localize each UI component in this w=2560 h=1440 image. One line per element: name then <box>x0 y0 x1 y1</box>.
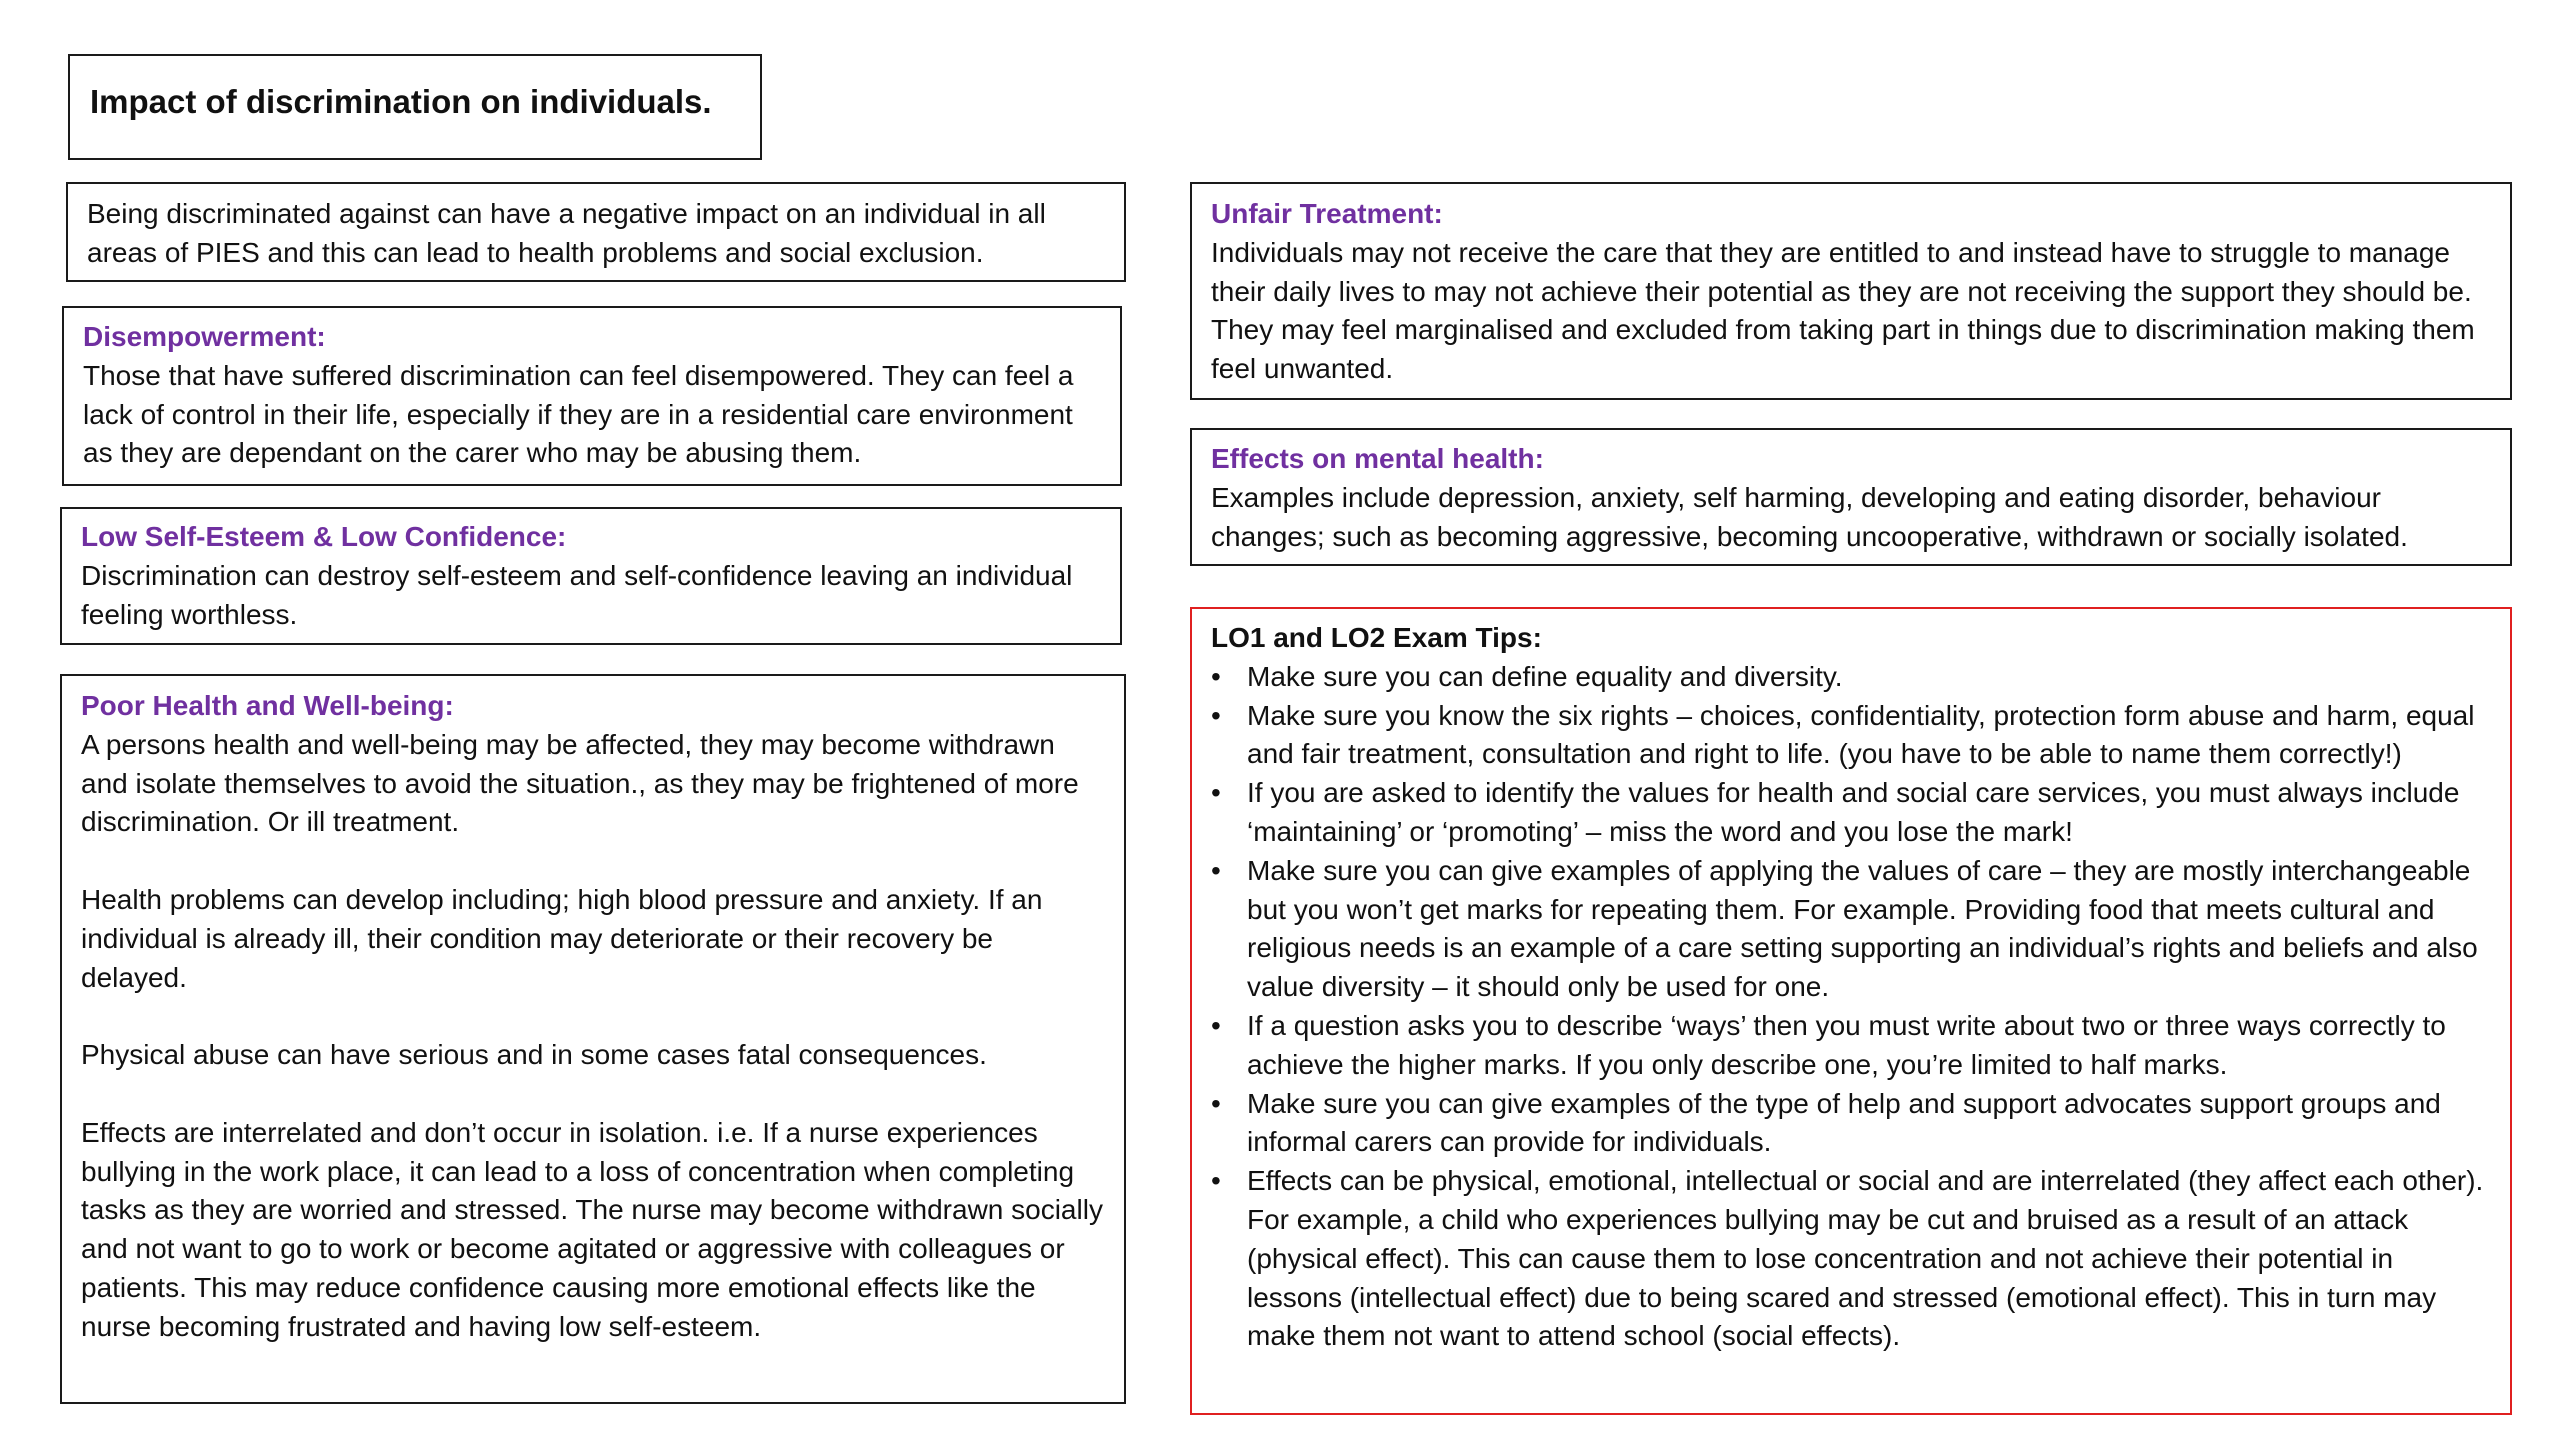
exam-tip-text: Make sure you know the six rights – choices, confidentiality, protection form abuse and harm, equal and fair treatment, consultation and right to life. (you have to be able to name them correctly!) <box>1247 699 2475 770</box>
exam-tips-heading: LO1 and LO2 Exam Tips: <box>1211 622 1542 653</box>
poor-health-paragraph: A persons health and well-being may be affected, they may become withdrawn and isolate themselves to avoid the situation., as they may be frightened of more discrimination. Or ill treatment. <box>81 728 1079 838</box>
poor-health-heading: Poor Health and Well-being: <box>81 690 454 721</box>
title-box <box>68 54 762 160</box>
exam-tip-text: Make sure you can define equality and diversity. <box>1247 660 1843 692</box>
exam-tip-item <box>1211 1007 2491 1085</box>
exam-tip-item <box>1211 697 2491 775</box>
exam-tip-text: If a question asks you to describe ‘ways’ then you must write about two or three ways correctly to achieve the higher marks. If you only describe one, you’re limited to half marks. <box>1247 1009 2446 1080</box>
unfair-treatment-heading: Unfair Treatment: <box>1211 198 1443 229</box>
poor-health-paragraph: Effects are interrelated and don’t occur in isolation. i.e. If a nurse experiences bullying in the work place, it can lead to a loss of concentration when completing tasks as they are worried and stressed. The nurse may become withdrawn socially and not want to go to work or become agitated or aggressive with colleagues or patients. This may reduce confidence causing more emotional effects like the nurse becoming frustrated and having low self-esteem. <box>81 1116 1103 1342</box>
unfair-treatment-box <box>1190 182 2512 400</box>
exam-tip-item <box>1211 774 2491 852</box>
poor-health-paragraph: Physical abuse can have serious and in some cases fatal consequences. <box>81 1039 987 1071</box>
self-esteem-heading: Low Self-Esteem & Low Confidence: <box>81 521 567 552</box>
bullet-icon: • <box>1211 1087 1221 1119</box>
exam-tip-text: If you are asked to identify the values for health and social care services, you must always include ‘maintaining’ or ‘promoting’ – miss the word and you lose the mark! <box>1247 777 2460 847</box>
exam-tip-text: Effects can be physical, emotional, intellectual or social and are interrelated (they affect each other). For example, a child who experiences bullying may be cut and bruised as a result of an attack (physical effect). This can cause them to lose concentration and not achieve their potential in lessons (intellectual effect) due to being scared and stressed (emotional effect). This in turn may make them not want to attend school (social effects). <box>1247 1165 2484 1352</box>
disempowerment-box <box>62 306 1122 486</box>
bullet-icon: • <box>1211 1009 1221 1041</box>
bullet-icon: • <box>1211 660 1221 692</box>
self-esteem-text: Discrimination can destroy self-esteem and self-confidence leaving an individual feeling worthless. <box>81 559 1073 630</box>
bullet-icon: • <box>1211 1165 1221 1197</box>
exam-tips-box <box>1190 607 2512 1415</box>
disempowerment-text: Those that have suffered discrimination can feel disempowered. They can feel a lack of control in their life, especially if they are in a residential care environment as they are dependant on the carer who may be abusing them. <box>83 359 1074 469</box>
disempowerment-heading: Disempowerment: <box>83 321 326 352</box>
poor-health-box <box>60 674 1126 1404</box>
intro-box <box>66 182 1126 282</box>
exam-tip-item <box>1211 852 2491 1007</box>
bullet-icon: • <box>1211 699 1221 731</box>
mental-health-text: Examples include depression, anxiety, self harming, developing and eating disorder, behaviour changes; such as becoming aggressive, becoming uncooperative, withdrawn or socially isolated. <box>1211 481 2408 552</box>
exam-tip-text: Make sure you can give examples of the type of help and support advocates support groups and informal carers can provide for individuals. <box>1247 1087 2441 1158</box>
unfair-treatment-text: Individuals may not receive the care that they are entitled to and instead have to struggle to manage their daily lives to may not achieve their potential as they are not receiving the support they should be. They may feel marginalised and excluded from taking part in things due to discrimination making them feel unwanted. <box>1211 236 2475 385</box>
self-esteem-box <box>60 507 1122 645</box>
exam-tip-item <box>1211 658 2491 697</box>
mental-health-heading: Effects on mental health: <box>1211 443 1544 474</box>
bullet-icon: • <box>1211 854 1221 886</box>
exam-tips-list <box>1211 658 2491 1356</box>
poor-health-paragraph: Health problems can develop including; high blood pressure and anxiety. If an individual is already ill, their condition may deteriorate or their recovery be delayed. <box>81 883 1043 993</box>
exam-tip-item <box>1211 1085 2491 1163</box>
bullet-icon: • <box>1211 777 1221 809</box>
mental-health-box <box>1190 428 2512 566</box>
exam-tip-item <box>1211 1162 2491 1356</box>
intro-text: Being discriminated against can have a negative impact on an individual in all areas of PIES and this can lead to health problems and social exclusion. <box>87 198 1046 268</box>
exam-tip-text: Make sure you can give examples of applying the values of care – they are mostly interchangeable but you won’t get marks for repeating them. For example. Providing food that meets cultural and religious needs is an example of a care setting supporting an individual’s rights and beliefs and also value diversity – it should only be used for one. <box>1247 854 2478 1003</box>
page-title: Impact of discrimination on individuals. <box>90 83 712 120</box>
